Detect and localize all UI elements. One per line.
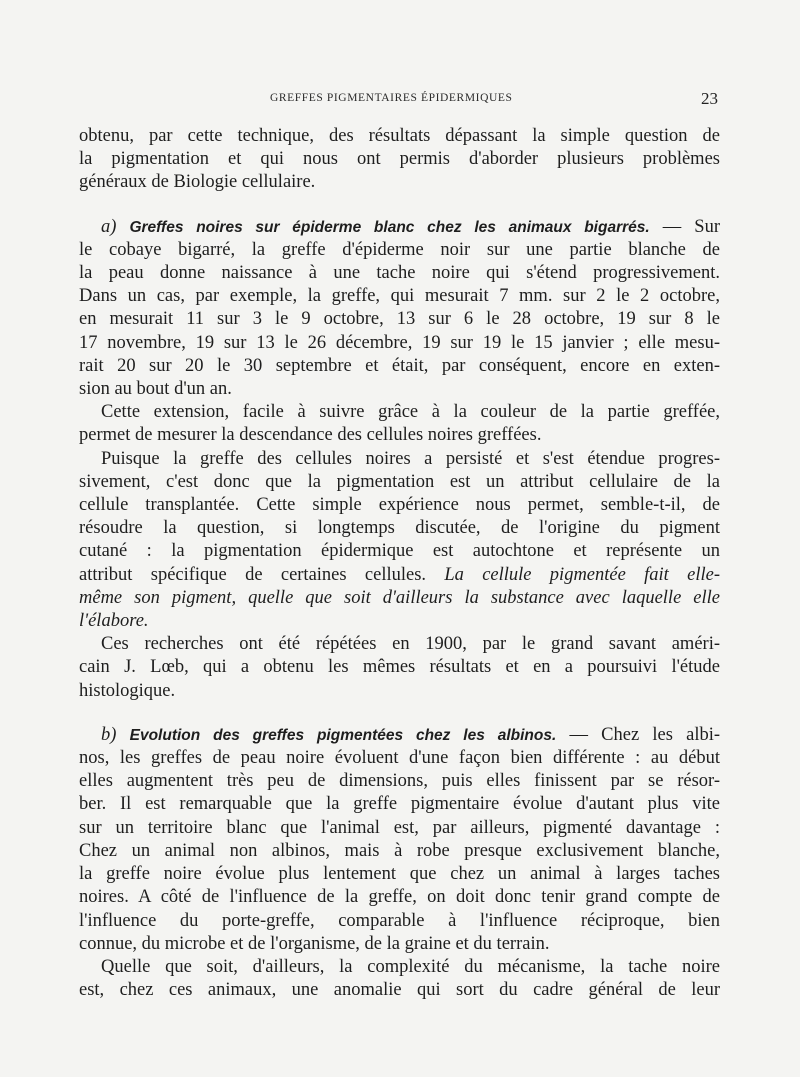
text-line: ber. Il est remarquable que la greffe pigmentaire évolue d'autant plus vite	[79, 794, 720, 815]
text-line: la pigmentation et qui nous ont permis d'aborder plusieurs problèmes	[79, 149, 720, 170]
text-line: l'influence du porte-greffe, comparable à l'influence réciproque, bien	[79, 910, 720, 931]
text-line: histologique.	[79, 680, 176, 701]
paragraph-1	[79, 125, 720, 195]
section-heading: Greffes noires sur épiderme blanc chez les animaux bigarrés.	[129, 218, 650, 236]
text-line: le cobaye bigarré, la greffe d'épiderme noir sur une partie blanche de	[79, 239, 720, 260]
page-header	[0, 89, 800, 112]
text-line: sur un territoire blanc que l'animal est, par ailleurs, pigmenté davantage :	[79, 817, 720, 838]
section-heading: Evolution des greffes pigmentées chez les albinos.	[129, 726, 557, 744]
text-line: est, chez ces animaux, une anomalie qui sort du cadre général de leur	[79, 980, 720, 1001]
text-line: 17 novembre, 19 sur 13 le 26 décembre, 19 sur 19 le 15 janvier ; elle mesu-	[79, 332, 720, 353]
text-line: sivement, c'est donc que la pigmentation est un attribut cellulaire de la	[79, 471, 720, 492]
text-fragment: attribut spécifique de certaines cellules.	[79, 564, 427, 585]
italic-statement: même son pigment, quelle que soit d'ailleurs la substance avec laquelle elle	[79, 587, 720, 608]
text-fragment: — Chez les albi-	[569, 724, 721, 745]
text-line: cutané : la pigmentation épidermique est autochtone et représente un	[79, 541, 720, 562]
paragraph-4	[79, 448, 720, 634]
section-marker: b)	[101, 724, 117, 745]
paragraph-7	[79, 956, 720, 1002]
text-line: Cette extension, facile à suivre grâce à la couleur de la partie greffée,	[101, 402, 720, 423]
running-title: GREFFES PIGMENTAIRES ÉPIDERMIQUES	[270, 92, 513, 104]
text-line: résoudre la question, si longtemps discutée, de l'origine du pigment	[79, 518, 720, 539]
section-marker: a)	[101, 216, 117, 237]
page-number: 23	[701, 89, 718, 108]
section-gap	[79, 703, 720, 724]
italic-statement: l'élabore.	[79, 611, 149, 632]
text-line: Ces recherches ont été répétées en 1900, par le grand savant améri-	[101, 634, 720, 655]
text-line: connue, du microbe et de l'organisme, de la graine et du terrain.	[79, 933, 550, 954]
section-heading-line	[79, 216, 720, 239]
section-heading-line	[79, 724, 720, 747]
text-fragment: — Sur	[662, 216, 720, 237]
text-line: Quelle que soit, d'ailleurs, la complexité du mécanisme, la tache noire	[101, 956, 720, 977]
text-line: Chez un animal non albinos, mais à robe presque exclusivement blanche,	[79, 840, 720, 861]
paragraph-5	[79, 633, 720, 703]
text-line: la peau donne naissance à une tache noire qui s'étend progressivement.	[79, 263, 720, 284]
section-a	[79, 216, 720, 402]
text-line: noires. A côté de l'influence de la greffe, on doit donc tenir grand compte de	[79, 887, 720, 908]
paragraph-3	[79, 401, 720, 447]
text-line: elles augmentent très peu de dimensions, puis elles finissent par se résor-	[79, 771, 720, 792]
text-line: généraux de Biologie cellulaire.	[79, 172, 316, 193]
italic-statement: La cellule pigmentée fait elle-	[444, 564, 720, 585]
body-text	[79, 125, 720, 1002]
text-line	[79, 564, 720, 587]
text-line: Puisque la greffe des cellules noires a persisté et s'est étendue progres-	[101, 448, 720, 469]
text-line: la greffe noire évolue plus lentement que chez un animal à larges taches	[79, 864, 720, 885]
section-b	[79, 724, 720, 956]
text-line: nos, les greffes de peau noire évoluent d'une façon bien différente : au début	[79, 748, 720, 769]
section-gap	[79, 195, 720, 216]
text-line: permet de mesurer la descendance des cellules noires greffées.	[79, 425, 542, 446]
text-line: obtenu, par cette technique, des résultats dépassant la simple question de	[79, 126, 720, 146]
text-line: sion au bout d'un an.	[79, 379, 232, 400]
text-line: en mesurait 11 sur 3 le 9 octobre, 13 sur 6 le 28 octobre, 19 sur 8 le	[79, 309, 720, 330]
text-line: cellule transplantée. Cette simple expérience nous permet, semble-t-il, de	[79, 495, 720, 516]
text-line: cain J. Lœb, qui a obtenu les mêmes résultats et en a poursuivi l'étude	[79, 657, 720, 678]
text-line: rait 20 sur 20 le 30 septembre et était, par conséquent, encore en exten-	[79, 355, 720, 376]
text-line: Dans un cas, par exemple, la greffe, qui mesurait 7 mm. sur 2 le 2 octobre,	[79, 286, 720, 307]
